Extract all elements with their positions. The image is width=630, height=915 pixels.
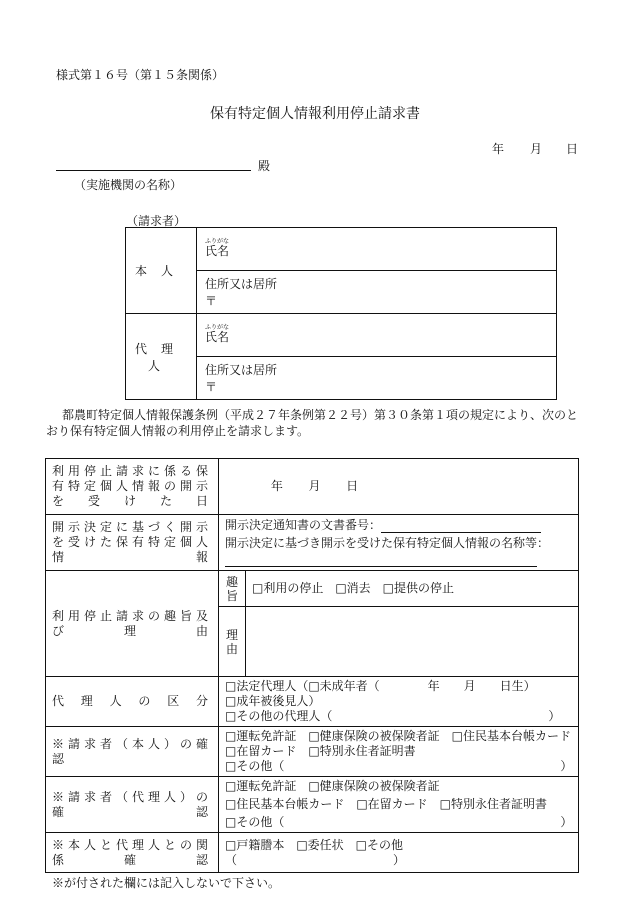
date-day-label: 日 (566, 142, 579, 156)
agent-verification-options[interactable] (219, 777, 579, 833)
doc-number-label: 開示決定通知書の文書番号： (225, 518, 382, 532)
disclosed-info-field[interactable] (219, 515, 579, 571)
reason-field[interactable] (246, 607, 579, 677)
purpose-reason-label: 利用停止請求の趣旨及び理由 (46, 571, 219, 677)
agent-category-line-2: □成年被後見人） (225, 694, 321, 708)
address-label: 住所又は居所 (205, 277, 278, 291)
name-label: 氏名 (205, 330, 230, 344)
relationship-check-options[interactable]: □戸籍謄本 □委任状 □その他（ ） (219, 833, 579, 873)
disclosed-info-label: 開示決定に基づく開示を受けた保有特定個人情報 (46, 515, 219, 571)
doc-number-line (381, 532, 541, 533)
request-table (45, 458, 579, 873)
agent-verification-line-1: □運転免許証 □健康保険の被保険者証 (225, 779, 440, 793)
addressee-field[interactable] (56, 170, 251, 171)
agency-label: （実施機関の名称） (74, 178, 183, 192)
disclosure-year-label: 年 (270, 479, 283, 493)
form-number: 様式第１６号（第１５条関係） (56, 68, 225, 82)
date-month-label: 月 (530, 142, 543, 156)
disclosure-date-field[interactable] (219, 459, 579, 515)
agent-verification-line-2: □住民基本台帳カード □在留カード □特別永住者証明書 (225, 797, 548, 811)
agent-verification-line-3: □その他（ ） (225, 815, 573, 829)
name-label: 氏名 (205, 244, 230, 258)
addressee-suffix: 殿 (258, 159, 271, 173)
requester-table (125, 227, 557, 400)
reason-sub-label: 理由 (219, 607, 246, 677)
agent-name-field[interactable] (197, 314, 557, 357)
principal-name-field[interactable] (197, 228, 557, 271)
address-label: 住所又は居所 (205, 363, 278, 377)
agent-address-field[interactable] (197, 357, 557, 400)
principal-verification-line-3: □その他（ ） (225, 759, 573, 773)
principal-verification-options[interactable] (219, 727, 579, 777)
form-title: 保有特定個人情報利用停止請求書 (210, 106, 420, 122)
intro-line-1: 都農町特定個人情報保護条例（平成２７年条例第２２号）第３０条第１項の規定により、次のと (62, 408, 579, 422)
agent-verification-label: ※請求者（代理人）の確認 (46, 777, 219, 833)
agent-category-label: 代理人の区分 (46, 677, 219, 727)
disclosure-month-label: 月 (308, 479, 321, 493)
info-name-line (225, 566, 537, 567)
relationship-check-label: ※本人と代理人との関係確認 (46, 833, 219, 873)
furigana-label: ふりがな (205, 324, 230, 331)
furigana-label: ふりがな (205, 238, 230, 245)
footnote: ※が付された欄には記入しないで下さい。 (52, 876, 281, 890)
principal-label: 本人 (126, 228, 197, 314)
principal-address-field[interactable] (197, 271, 557, 314)
agent-category-line-1: □法定代理人（□未成年者（ 年 月 日生） (225, 679, 536, 693)
purpose-sub-label: 趣旨 (219, 571, 246, 607)
disclosure-date-label: 利用停止請求に係る保有特定個人情報の開示を受けた日 (46, 459, 219, 515)
postal-mark: 〒 (205, 380, 218, 394)
agent-category-options[interactable] (219, 677, 579, 727)
date-year-label: 年 (492, 142, 505, 156)
agent-category-line-3: □その他の代理人（ ） (225, 709, 561, 723)
principal-verification-label: ※請求者（本人）の確認 (46, 727, 219, 777)
agent-label: 代理人 (126, 314, 197, 400)
info-name-label: 開示決定に基づき開示を受けた保有特定個人情報の名称等： (225, 536, 550, 550)
requester-label: （請求者） (126, 214, 187, 228)
disclosure-day-label: 日 (346, 479, 359, 493)
postal-mark: 〒 (205, 294, 218, 308)
principal-verification-line-1: □運転免許証 □健康保険の被保険者証 □住民基本台帳カード (225, 729, 572, 743)
principal-verification-line-2: □在留カード □特別永住者証明書 (225, 744, 416, 758)
purpose-options[interactable]: □利用の停止 □消去 □提供の停止 (246, 571, 579, 607)
intro-line-2: おり保有特定個人情報の利用停止を請求します。 (46, 424, 310, 438)
